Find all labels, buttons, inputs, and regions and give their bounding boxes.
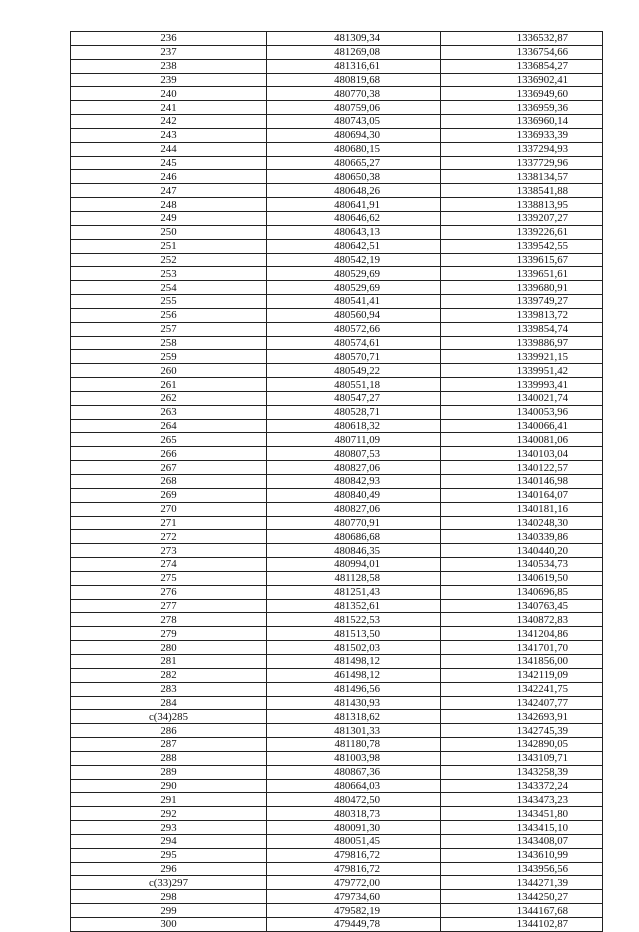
- table-row: [71, 682, 603, 696]
- table-row: [71, 530, 603, 544]
- y-coordinate-cell: 1343956,56: [441, 862, 603, 876]
- table-row: [71, 156, 603, 170]
- x-coordinate-cell: 480686,68: [267, 530, 441, 544]
- x-coordinate-cell: 480541,41: [267, 295, 441, 309]
- point-number-cell: 243: [71, 128, 267, 142]
- x-coordinate-cell: 480665,27: [267, 156, 441, 170]
- point-number-cell: c(34)285: [71, 710, 267, 724]
- x-coordinate-cell: 480648,26: [267, 184, 441, 198]
- x-coordinate-cell: 480664,03: [267, 779, 441, 793]
- x-coordinate-cell: 481251,43: [267, 585, 441, 599]
- x-coordinate-cell: 480840,49: [267, 488, 441, 502]
- y-coordinate-cell: 1336960,14: [441, 115, 603, 129]
- table-row: [71, 433, 603, 447]
- table-row: [71, 834, 603, 848]
- table-row: [71, 128, 603, 142]
- table-row: [71, 862, 603, 876]
- point-number-cell: 248: [71, 198, 267, 212]
- table-row: [71, 696, 603, 710]
- point-number-cell: 257: [71, 322, 267, 336]
- y-coordinate-cell: 1339854,74: [441, 322, 603, 336]
- table-row: [71, 516, 603, 530]
- y-coordinate-cell: 1337294,93: [441, 142, 603, 156]
- point-number-cell: 268: [71, 475, 267, 489]
- y-coordinate-cell: 1336532,87: [441, 32, 603, 46]
- y-coordinate-cell: 1339651,61: [441, 267, 603, 281]
- y-coordinate-cell: 1338813,95: [441, 198, 603, 212]
- table-row: [71, 308, 603, 322]
- coordinates-table: [70, 31, 603, 932]
- x-coordinate-cell: 481003,98: [267, 751, 441, 765]
- y-coordinate-cell: 1344250,27: [441, 890, 603, 904]
- x-coordinate-cell: 480759,06: [267, 101, 441, 115]
- y-coordinate-cell: 1343408,07: [441, 834, 603, 848]
- x-coordinate-cell: 480472,50: [267, 793, 441, 807]
- y-coordinate-cell: 1339615,67: [441, 253, 603, 267]
- y-coordinate-cell: 1343372,24: [441, 779, 603, 793]
- y-coordinate-cell: 1343109,71: [441, 751, 603, 765]
- table-row: [71, 738, 603, 752]
- y-coordinate-cell: 1339207,27: [441, 211, 603, 225]
- table-row: [71, 793, 603, 807]
- y-coordinate-cell: 1342119,09: [441, 668, 603, 682]
- y-coordinate-cell: 1344167,68: [441, 904, 603, 918]
- y-coordinate-cell: 1338541,88: [441, 184, 603, 198]
- y-coordinate-cell: 1340053,96: [441, 405, 603, 419]
- point-number-cell: 280: [71, 641, 267, 655]
- table-row: [71, 461, 603, 475]
- table-row: [71, 668, 603, 682]
- x-coordinate-cell: 479816,72: [267, 848, 441, 862]
- table-row: [71, 571, 603, 585]
- x-coordinate-cell: 480743,05: [267, 115, 441, 129]
- x-coordinate-cell: 480560,94: [267, 308, 441, 322]
- table-row: [71, 447, 603, 461]
- point-number-cell: 288: [71, 751, 267, 765]
- x-coordinate-cell: 480549,22: [267, 364, 441, 378]
- y-coordinate-cell: 1343451,80: [441, 807, 603, 821]
- point-number-cell: 265: [71, 433, 267, 447]
- point-number-cell: 236: [71, 32, 267, 46]
- point-number-cell: 267: [71, 461, 267, 475]
- x-coordinate-cell: 480680,15: [267, 142, 441, 156]
- point-number-cell: 255: [71, 295, 267, 309]
- y-coordinate-cell: 1336933,39: [441, 128, 603, 142]
- point-number-cell: 242: [71, 115, 267, 129]
- x-coordinate-cell: 481430,93: [267, 696, 441, 710]
- table-row: [71, 918, 603, 932]
- y-coordinate-cell: 1336959,36: [441, 101, 603, 115]
- y-coordinate-cell: 1340021,74: [441, 391, 603, 405]
- point-number-cell: 284: [71, 696, 267, 710]
- x-coordinate-cell: 480807,53: [267, 447, 441, 461]
- table-row: [71, 87, 603, 101]
- table-row: [71, 807, 603, 821]
- x-coordinate-cell: 481180,78: [267, 738, 441, 752]
- point-number-cell: 259: [71, 350, 267, 364]
- y-coordinate-cell: 1340619,50: [441, 571, 603, 585]
- table-row: [71, 115, 603, 129]
- x-coordinate-cell: 480542,19: [267, 253, 441, 267]
- table-row: [71, 59, 603, 73]
- table-row: [71, 281, 603, 295]
- point-number-cell: 253: [71, 267, 267, 281]
- table-row: [71, 765, 603, 779]
- x-coordinate-cell: 480547,27: [267, 391, 441, 405]
- table-row: [71, 890, 603, 904]
- x-coordinate-cell: 480867,36: [267, 765, 441, 779]
- y-coordinate-cell: 1339749,27: [441, 295, 603, 309]
- point-number-cell: 294: [71, 834, 267, 848]
- x-coordinate-cell: 480770,91: [267, 516, 441, 530]
- x-coordinate-cell: 479449,78: [267, 918, 441, 932]
- table-row: [71, 267, 603, 281]
- table-row: [71, 779, 603, 793]
- x-coordinate-cell: 481502,03: [267, 641, 441, 655]
- point-number-cell: 277: [71, 599, 267, 613]
- x-coordinate-cell: 481318,62: [267, 710, 441, 724]
- x-coordinate-cell: 481316,61: [267, 59, 441, 73]
- point-number-cell: 246: [71, 170, 267, 184]
- x-coordinate-cell: 480570,71: [267, 350, 441, 364]
- y-coordinate-cell: 1339813,72: [441, 308, 603, 322]
- table-row: [71, 378, 603, 392]
- y-coordinate-cell: 1340103,04: [441, 447, 603, 461]
- y-coordinate-cell: 1340248,30: [441, 516, 603, 530]
- table-row: [71, 364, 603, 378]
- point-number-cell: 282: [71, 668, 267, 682]
- x-coordinate-cell: 480827,06: [267, 461, 441, 475]
- point-number-cell: 296: [71, 862, 267, 876]
- table-row: [71, 211, 603, 225]
- y-coordinate-cell: 1340122,57: [441, 461, 603, 475]
- x-coordinate-cell: 480646,62: [267, 211, 441, 225]
- table-row: [71, 502, 603, 516]
- coordinates-table-body: [71, 32, 603, 932]
- x-coordinate-cell: 479772,00: [267, 876, 441, 890]
- table-row: [71, 475, 603, 489]
- y-coordinate-cell: 1336854,27: [441, 59, 603, 73]
- x-coordinate-cell: 480051,45: [267, 834, 441, 848]
- x-coordinate-cell: 480846,35: [267, 544, 441, 558]
- point-number-cell: 266: [71, 447, 267, 461]
- point-number-cell: 237: [71, 45, 267, 59]
- y-coordinate-cell: 1342407,77: [441, 696, 603, 710]
- x-coordinate-cell: 481496,56: [267, 682, 441, 696]
- x-coordinate-cell: 461498,12: [267, 668, 441, 682]
- y-coordinate-cell: 1340872,83: [441, 613, 603, 627]
- point-number-cell: 252: [71, 253, 267, 267]
- point-number-cell: 276: [71, 585, 267, 599]
- x-coordinate-cell: 480842,93: [267, 475, 441, 489]
- table-row: [71, 558, 603, 572]
- y-coordinate-cell: 1341204,86: [441, 627, 603, 641]
- x-coordinate-cell: 481269,08: [267, 45, 441, 59]
- table-row: [71, 295, 603, 309]
- x-coordinate-cell: 480574,61: [267, 336, 441, 350]
- table-row: [71, 73, 603, 87]
- table-row: [71, 391, 603, 405]
- x-coordinate-cell: 480827,06: [267, 502, 441, 516]
- point-number-cell: 270: [71, 502, 267, 516]
- point-number-cell: 293: [71, 821, 267, 835]
- point-number-cell: 278: [71, 613, 267, 627]
- table-row: [71, 322, 603, 336]
- point-number-cell: 281: [71, 654, 267, 668]
- point-number-cell: 241: [71, 101, 267, 115]
- y-coordinate-cell: 1340696,85: [441, 585, 603, 599]
- table-row: [71, 32, 603, 46]
- table-row: [71, 599, 603, 613]
- x-coordinate-cell: 481513,50: [267, 627, 441, 641]
- y-coordinate-cell: 1342693,91: [441, 710, 603, 724]
- x-coordinate-cell: 480994,01: [267, 558, 441, 572]
- point-number-cell: 283: [71, 682, 267, 696]
- x-coordinate-cell: 480642,51: [267, 239, 441, 253]
- y-coordinate-cell: 1339921,15: [441, 350, 603, 364]
- y-coordinate-cell: 1336902,41: [441, 73, 603, 87]
- x-coordinate-cell: 479734,60: [267, 890, 441, 904]
- point-number-cell: 249: [71, 211, 267, 225]
- table-row: [71, 641, 603, 655]
- table-row: [71, 405, 603, 419]
- point-number-cell: 269: [71, 488, 267, 502]
- y-coordinate-cell: 1343473,23: [441, 793, 603, 807]
- point-number-cell: c(33)297: [71, 876, 267, 890]
- x-coordinate-cell: 480770,38: [267, 87, 441, 101]
- table-row: [71, 654, 603, 668]
- table-row: [71, 170, 603, 184]
- table-row: [71, 710, 603, 724]
- table-row: [71, 45, 603, 59]
- point-number-cell: 286: [71, 724, 267, 738]
- y-coordinate-cell: 1337729,96: [441, 156, 603, 170]
- y-coordinate-cell: 1340534,73: [441, 558, 603, 572]
- y-coordinate-cell: 1340339,86: [441, 530, 603, 544]
- x-coordinate-cell: 481128,58: [267, 571, 441, 585]
- point-number-cell: 292: [71, 807, 267, 821]
- table-row: [71, 239, 603, 253]
- point-number-cell: 261: [71, 378, 267, 392]
- x-coordinate-cell: 480551,18: [267, 378, 441, 392]
- y-coordinate-cell: 1340763,45: [441, 599, 603, 613]
- table-row: [71, 253, 603, 267]
- point-number-cell: 274: [71, 558, 267, 572]
- point-number-cell: 264: [71, 419, 267, 433]
- point-number-cell: 250: [71, 225, 267, 239]
- y-coordinate-cell: 1340066,41: [441, 419, 603, 433]
- y-coordinate-cell: 1340440,20: [441, 544, 603, 558]
- table-row: [71, 488, 603, 502]
- table-row: [71, 198, 603, 212]
- table-row: [71, 544, 603, 558]
- point-number-cell: 289: [71, 765, 267, 779]
- x-coordinate-cell: 480318,73: [267, 807, 441, 821]
- point-number-cell: 273: [71, 544, 267, 558]
- x-coordinate-cell: 480618,32: [267, 419, 441, 433]
- point-number-cell: 238: [71, 59, 267, 73]
- y-coordinate-cell: 1344271,39: [441, 876, 603, 890]
- table-row: [71, 350, 603, 364]
- y-coordinate-cell: 1336754,66: [441, 45, 603, 59]
- y-coordinate-cell: 1343415,10: [441, 821, 603, 835]
- table-row: [71, 585, 603, 599]
- point-number-cell: 247: [71, 184, 267, 198]
- y-coordinate-cell: 1339951,42: [441, 364, 603, 378]
- point-number-cell: 260: [71, 364, 267, 378]
- table-row: [71, 821, 603, 835]
- point-number-cell: 244: [71, 142, 267, 156]
- y-coordinate-cell: 1339680,91: [441, 281, 603, 295]
- y-coordinate-cell: 1340164,07: [441, 488, 603, 502]
- x-coordinate-cell: 481522,53: [267, 613, 441, 627]
- x-coordinate-cell: 481301,33: [267, 724, 441, 738]
- table-row: [71, 876, 603, 890]
- point-number-cell: 299: [71, 904, 267, 918]
- y-coordinate-cell: 1336949,60: [441, 87, 603, 101]
- point-number-cell: 245: [71, 156, 267, 170]
- table-row: [71, 101, 603, 115]
- x-coordinate-cell: 479582,19: [267, 904, 441, 918]
- y-coordinate-cell: 1340181,16: [441, 502, 603, 516]
- table-row: [71, 627, 603, 641]
- point-number-cell: 251: [71, 239, 267, 253]
- x-coordinate-cell: 480572,66: [267, 322, 441, 336]
- y-coordinate-cell: 1342241,75: [441, 682, 603, 696]
- table-row: [71, 724, 603, 738]
- y-coordinate-cell: 1339226,61: [441, 225, 603, 239]
- y-coordinate-cell: 1338134,57: [441, 170, 603, 184]
- point-number-cell: 262: [71, 391, 267, 405]
- table-row: [71, 184, 603, 198]
- x-coordinate-cell: 480528,71: [267, 405, 441, 419]
- point-number-cell: 258: [71, 336, 267, 350]
- y-coordinate-cell: 1342890,05: [441, 738, 603, 752]
- table-row: [71, 751, 603, 765]
- x-coordinate-cell: 480641,91: [267, 198, 441, 212]
- x-coordinate-cell: 481498,12: [267, 654, 441, 668]
- table-row: [71, 142, 603, 156]
- point-number-cell: 256: [71, 308, 267, 322]
- x-coordinate-cell: 480529,69: [267, 267, 441, 281]
- y-coordinate-cell: 1339993,41: [441, 378, 603, 392]
- x-coordinate-cell: 480819,68: [267, 73, 441, 87]
- x-coordinate-cell: 480694,30: [267, 128, 441, 142]
- point-number-cell: 272: [71, 530, 267, 544]
- point-number-cell: 300: [71, 918, 267, 932]
- point-number-cell: 240: [71, 87, 267, 101]
- y-coordinate-cell: 1344102,87: [441, 918, 603, 932]
- point-number-cell: 290: [71, 779, 267, 793]
- table-row: [71, 419, 603, 433]
- point-number-cell: 254: [71, 281, 267, 295]
- x-coordinate-cell: 480643,13: [267, 225, 441, 239]
- x-coordinate-cell: 481309,34: [267, 32, 441, 46]
- x-coordinate-cell: 481352,61: [267, 599, 441, 613]
- point-number-cell: 287: [71, 738, 267, 752]
- y-coordinate-cell: 1339542,55: [441, 239, 603, 253]
- x-coordinate-cell: 480529,69: [267, 281, 441, 295]
- point-number-cell: 298: [71, 890, 267, 904]
- point-number-cell: 279: [71, 627, 267, 641]
- point-number-cell: 239: [71, 73, 267, 87]
- point-number-cell: 263: [71, 405, 267, 419]
- point-number-cell: 271: [71, 516, 267, 530]
- table-row: [71, 336, 603, 350]
- x-coordinate-cell: 480650,38: [267, 170, 441, 184]
- y-coordinate-cell: 1343258,39: [441, 765, 603, 779]
- y-coordinate-cell: 1340081,06: [441, 433, 603, 447]
- x-coordinate-cell: 480091,30: [267, 821, 441, 835]
- y-coordinate-cell: 1341701,70: [441, 641, 603, 655]
- point-number-cell: 291: [71, 793, 267, 807]
- table-row: [71, 904, 603, 918]
- y-coordinate-cell: 1342745,39: [441, 724, 603, 738]
- y-coordinate-cell: 1343610,99: [441, 848, 603, 862]
- point-number-cell: 275: [71, 571, 267, 585]
- table-row: [71, 225, 603, 239]
- point-number-cell: 295: [71, 848, 267, 862]
- x-coordinate-cell: 479816,72: [267, 862, 441, 876]
- table-row: [71, 613, 603, 627]
- x-coordinate-cell: 480711,09: [267, 433, 441, 447]
- y-coordinate-cell: 1341856,00: [441, 654, 603, 668]
- table-row: [71, 848, 603, 862]
- y-coordinate-cell: 1340146,98: [441, 475, 603, 489]
- y-coordinate-cell: 1339886,97: [441, 336, 603, 350]
